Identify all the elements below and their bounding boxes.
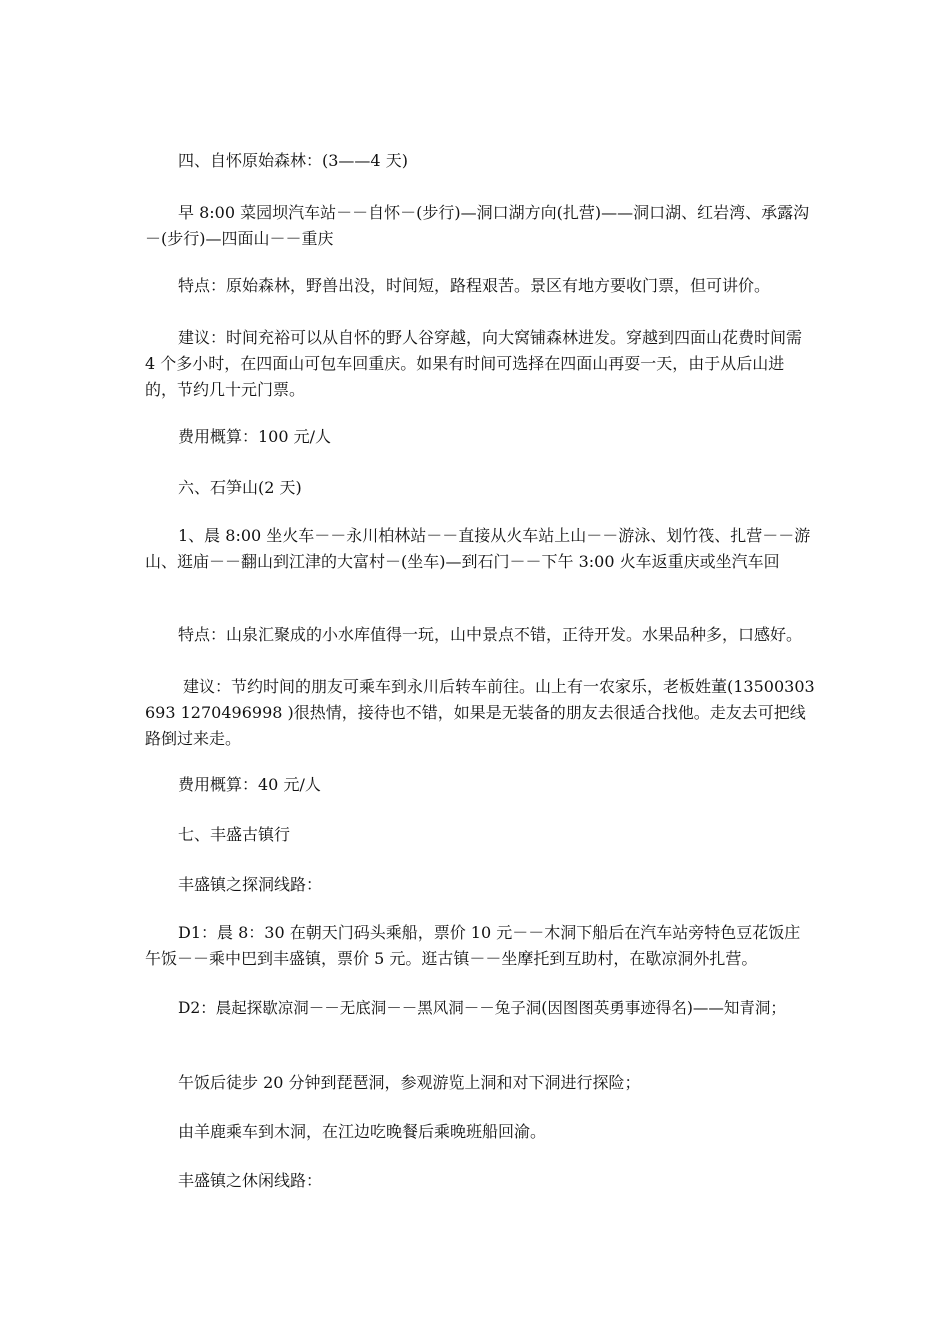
subheading-leisure-route: 丰盛镇之休闲线路： [178,1171,323,1190]
subheading-caving-route: 丰盛镇之探洞线路： [178,875,323,894]
day1-paragraph: D1：晨 8：30 在朝天门码头乘船，票价 10 元－－木洞下船后在汽车站旁特色豆花饭庄午饭－－乘中巴到丰盛镇，票价 5 元。逛古镇－－坐摩托到互助村，在歇凉洞外扎营。 [145,923,801,968]
day2-paragraph: D2：晨起探歇凉洞－－无底洞－－黑风洞－－兔子洞(因图图英勇事迹得名)——知青洞； [178,999,786,1017]
afternoon-paragraph: 午饭后徒步 20 分钟到琵琶洞，参观游览上洞和对下洞进行探险； [178,1073,641,1092]
route-paragraph-ziwai: 早 8:00 菜园坝汽车站－－自怀－(步行)—洞口湖方向(扎营)——洞口湖、红岩湾、承露沟－(步行)—四面山－－重庆 [145,203,810,248]
return-paragraph: 由羊鹿乘车到木洞，在江边吃晚餐后乘晚班船回渝。 [178,1122,547,1141]
advice-paragraph-ziwai: 建议：时间充裕可以从自怀的野人谷穿越，向大窝铺森林进发。穿越到四面山花费时间需 4 个多小时，在四面山可包车回重庆。如果有时间可选择在四面山再耍一天，由于从后山进的，节约几十元门票。 [145,328,803,399]
features-paragraph-ziwai: 特点：原始森林，野兽出没，时间短，路程艰苦。景区有地方要收门票，但可讲价。 [178,276,771,295]
section-heading-fengsheng: 七、丰盛古镇行 [178,825,291,844]
advice-paragraph-shisunshan: 建议：节约时间的朋友可乘车到永川后转车前往。山上有一农家乐，老板姓董(13500303693 1270496998 )很热情，接待也不错，如果是无装备的朋友去很适合找他。走友去可把线路倒过来走。 [145,677,815,748]
cost-paragraph-shisunshan: 费用概算：40 元/人 [178,775,321,794]
section-heading-ziwai: 四、自怀原始森林：(3——4 天) [178,151,408,170]
cost-paragraph-ziwai: 费用概算：100 元/人 [178,427,332,446]
section-heading-shisunshan: 六、石笋山(2 天) [178,478,302,497]
features-paragraph-shisunshan: 特点：山泉汇聚成的小水库值得一玩，山中景点不错，正待开发。水果品种多，口感好。 [178,625,803,644]
route-paragraph-shisunshan: 1、晨 8:00 坐火车－－永川柏林站－－直接从火车站上山－－游泳、划竹筏、扎营－－游山、逛庙－－翻山到江津的大富村－(坐车)—到石门－－下午 3:00 火车返重庆或坐汽车回 [145,526,811,571]
